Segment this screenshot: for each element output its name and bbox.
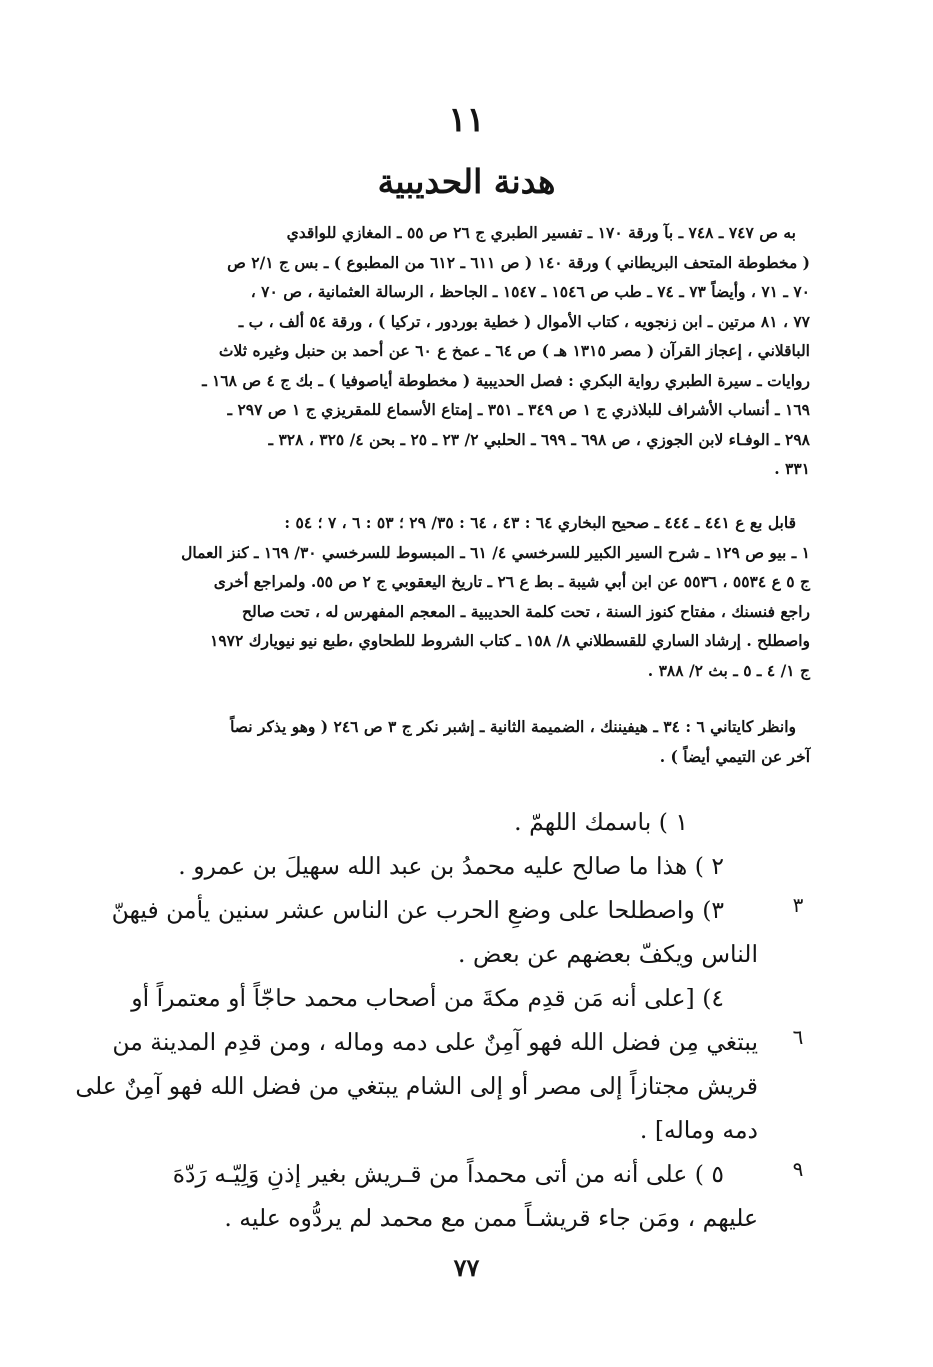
reference-line: وانظر كايتاني ٦ : ٣٤ ـ هيفيننك ، الضميمة الثانية ـ إشبر نكر ج ٣ ص ٢٤٦ ( وهو يذكر نصاً [230, 717, 796, 736]
text-line: الناس ويكفّ بعضهم عن بعض . [458, 940, 758, 968]
reference-line: روايات ـ سيرة الطبري رواية البكري : فصل الحديبية ( مخطوطة أياصوفيا ) ـ بك ج ٤ ص ١٦٨ ـ [202, 370, 810, 390]
line-number-6: ٦ [792, 1025, 804, 1049]
reference-line: راجع فنسنك ، مفتاح كنوز السنة ، تحت كلمة الحديبية ـ المعجم المفهرس له ، تحت صالح [242, 601, 810, 621]
references-block-3 [132, 712, 810, 771]
reference-line: ١ ـ بيو ص ١٢٩ ـ شرح السير الكبير للسرخسي ٤/ ٦١ ـ المبسوط للسرخسي ٣٠/ ١٦٩ ـ كنز العمال [181, 542, 810, 562]
reference-line: واصطلح . إرشاد الساري للقسطلاني ٨/ ١٥٨ ـ كتاب الشروط للطحاوي ،طبع نيو نيويارك ١٩٧٢ [210, 631, 810, 650]
text-line: قريش مجتازاً إلى مصر أو إلى الشام يبتغي من فضل الله فهو آمِنٌ على [75, 1072, 758, 1100]
text-line: ١ ) باسمك اللهمّ . [514, 808, 688, 836]
chapter-number: ١١ [448, 100, 485, 140]
text-line: ٥ ) على أنه من أتى محمداً من قـريش بغير إذنِ وَلِيّـه رَدّهَ [172, 1160, 724, 1188]
page-number: ٧٧ [453, 1253, 480, 1282]
reference-line: آخر عن التيمي أيضاً ) . [659, 746, 810, 766]
treaty-text [75, 800, 758, 1240]
text-line: عليهم ، ومَن جاء قريشـاً ممن مع محمد لم يردُّوه عليه . [224, 1204, 758, 1232]
reference-line: ٧٧ ، ٨١ مرتين ـ ابن زنجويه ، كتاب الأموال ( خطية بوردور ، تركيا ) ، ورقة ٥٤ ألف ، ب ـ [238, 311, 810, 331]
text-line: يبتغي مِن فضل الله فهو آمِنٌ على دمه وماله ، ومن قدِم المدينة من [112, 1028, 758, 1056]
reference-line: ج ١/ ٤ ـ ٥ ـ بث ٢/ ٣٨٨ . [647, 660, 810, 680]
text-line: دمه وماله] . [639, 1116, 758, 1144]
references-block-2 [132, 508, 810, 685]
reference-line: ٣٣١ . [774, 459, 810, 478]
reference-line: ٧٠ ـ ٧١ ، وأيضاً ٧٣ ـ ٧٤ ـ طب ص ١٥٤٦ ـ ١٥٤٧ ـ الجاحظ ، الرسالة العثمانية ، ص ٧٠ ، [250, 282, 810, 301]
reference-line: ١٦٩ ـ أنساب الأشراف للبلاذري ج ١ ص ٣٤٩ ـ ٣٥١ ـ إمتاع الأسماع للمقريزي ج ١ ص ٢٩٧ ـ [227, 400, 810, 419]
references-block-1 [132, 218, 810, 484]
reference-line: به ص ٧٤٧ ـ ٧٤٨ ـ بآ ورقة ١٧٠ ـ تفسير الطبري ج ٢٦ ص ٥٥ ـ المغازي للواقدي [286, 223, 796, 242]
text-line: ٤) [على أنه مَن قدِم مكةَ من أصحاب محمد حاجّاً أو معتمراً أو [131, 984, 724, 1012]
line-number-3: ٣ [792, 893, 804, 917]
line-number-9: ٩ [792, 1157, 804, 1181]
text-line: ٣) واصطلحا على وضعِ الحرب عن الناس عشر سنين يأمن فيهنّ [111, 896, 724, 924]
chapter-title: هدنة الحديبية [377, 162, 556, 201]
reference-line: ٢٩٨ ـ الوفـاء لابن الجوزي ، ص ٦٩٨ ـ ٦٩٩ ـ الحلبي ٢/ ٢٣ ـ ٢٥ ـ بحن ٤/ ٣٢٥ ، ٣٢٨ ـ [268, 429, 810, 449]
reference-line: الباقلاني ، إعجاز القرآن ( مصر ١٣١٥ هـ ) ص ٦٤ ـ عمخ ع ٦٠ عن أحمد بن حنبل وغيره ثلاث [218, 341, 810, 360]
reference-line: قابل بع ع ٤٤١ ـ ٤٤٤ ـ صحيح البخاري ٦٤ : ٤٣ ، ٦٤ : ٣٥/ ٢٩ ؛ ٥٣ : ٦ ، ٧ ؛ ٥٤ : [284, 513, 796, 532]
reference-line: ج ٥ ع ٥٥٣٤ ، ٥٥٣٦ عن ابن أبي شيبة ـ بط ع ٢٦ ـ تاريخ اليعقوبي ج ٢ ص ٥٥. ولمراجع أخرى [213, 572, 810, 591]
reference-line: ( مخطوطة المتحف البريطاني ) ورقة ١٤٠ ( ص ٦١١ ـ ٦١٢ من المطبوع ) ـ بس ج ٢/١ ص [227, 252, 810, 272]
text-line: ٢ ) هذا ما صالح عليه محمدُ بن عبد الله سهيلَ بن عمرو . [178, 852, 724, 880]
